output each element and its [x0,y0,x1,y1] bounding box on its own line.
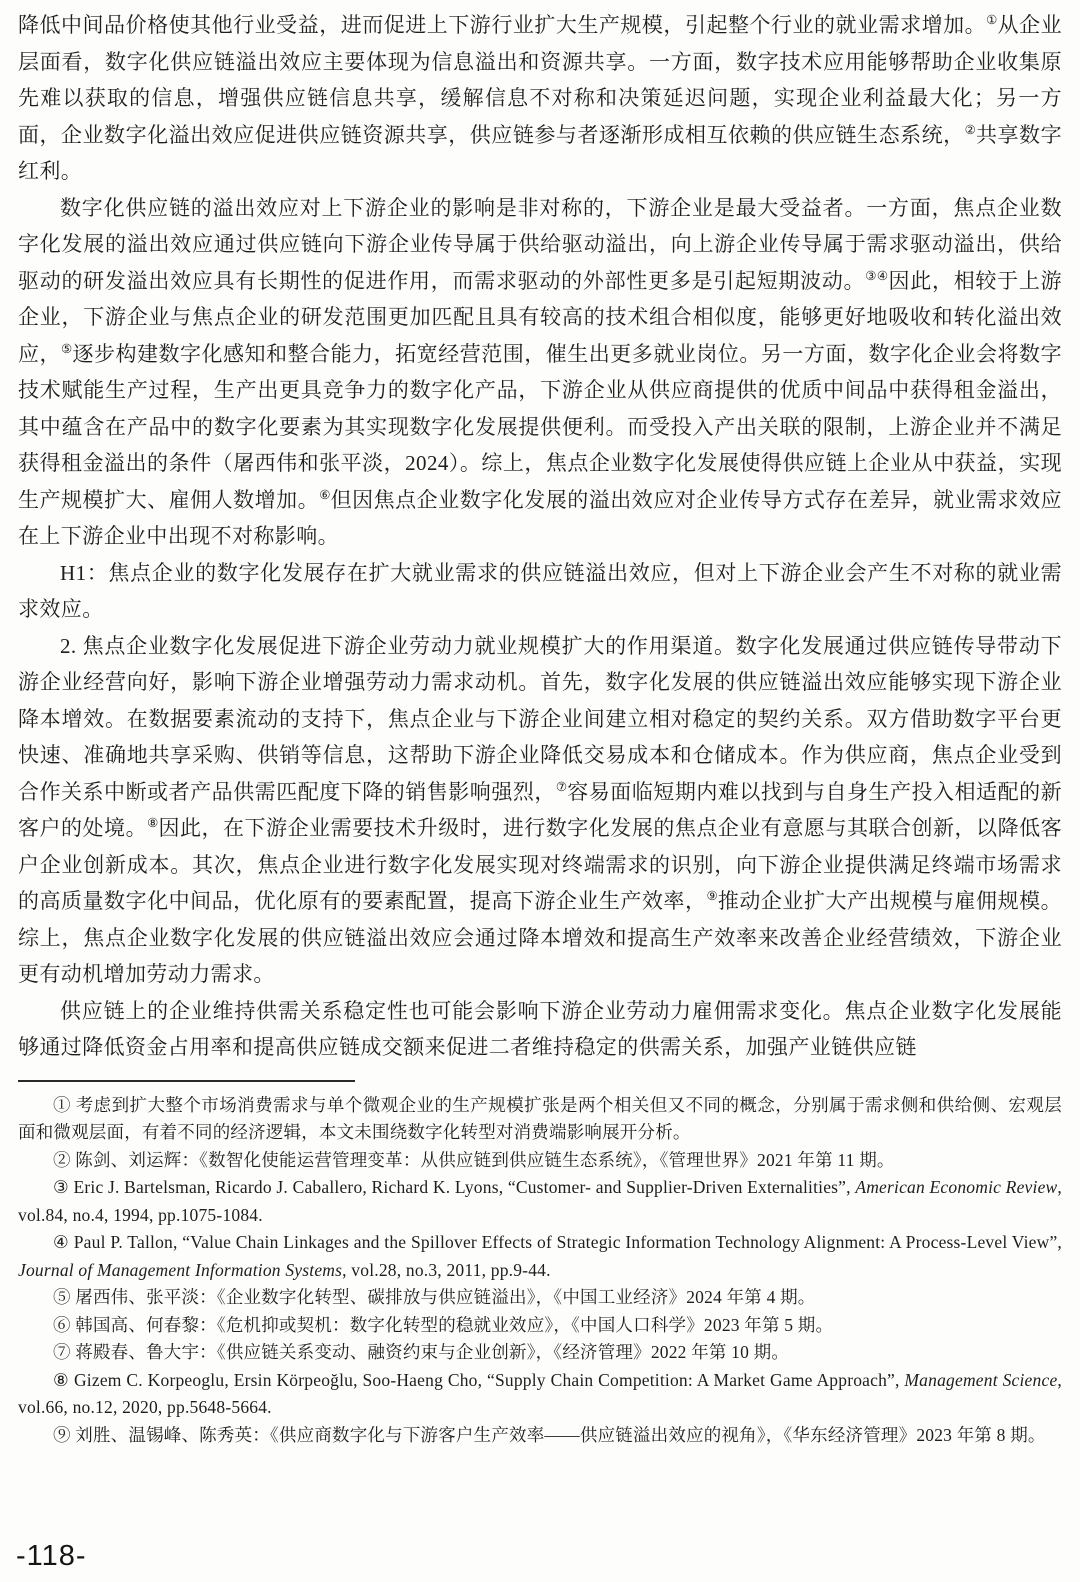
footnote-marker: ④ [53,1232,74,1252]
footnote-ref: ② [964,122,977,137]
footnote-text: 陈剑、刘运辉：《数智化使能运营管理变革：从供应链到供应链生态系统》，《管理世界》2021 年第 11 期。 [75,1149,895,1170]
footnote-marker: ② [53,1149,76,1170]
footnote-text: Eric J. Bartelsman, Ricardo J. Caballero, Richard K. Lyons, “Customer- and Supplier-Driven Externalities”, [73,1177,856,1197]
footnote-text: 蒋殿春、鲁大宇：《供应链关系变动、融资约束与企业创新》，《经济管理》2022 年第 10 期。 [75,1342,790,1362]
page-number: -118- [16,1540,87,1572]
footnote-marker: ③ [53,1177,74,1197]
footnote [18,1312,1062,1340]
footnote-text: 屠西伟、张平淡：《企业数字化转型、碳排放与供应链溢出》，《中国工业经济》2024 年第 4 期。 [75,1287,816,1307]
footnote [18,1174,1062,1229]
footnote-text: , vol.66, no.12, 2020, pp.5648-5664. [18,1369,1062,1417]
footnote-text: , vol.28, no.3, 2011, pp.9-44. [342,1259,551,1280]
footnote-text: Gizem C. Korpeoglu, Ersin Körpeoğlu, Soo-Haeng Cho, “Supply Chain Competition: A Market Game Approach”, [73,1369,905,1390]
footnote [18,1367,1062,1422]
footnote-marker: ⑦ [53,1342,76,1362]
paragraph: 2. 焦点企业数字化发展促进下游企业劳动力就业规模扩大的作用渠道。数字化发展通过供应链传导带动下游企业经营向好，影响下游企业增强劳动力需求动机。首先，数字化发展的供应链溢出效应能够实现下游企业降本增效。在数据要素流动的支持下，焦点企业与下游企业间建立相对稳定的契约关系。双方借助数字平台更快速、准确地共享采购、供销等信息，这帮助下游企业降低交易成本和仓储成本。作为供应商，焦点企业受到合作关系中断或者产品供需匹配度下降的销售影响强烈，⑦容易面临短期内难以找到与自身生产投入相适配的新客户的处境。⑧因此，在下游企业需要技术升级时，进行数字化发展的焦点企业有意愿与其联合创新，以降低客户企业创新成本。其次，焦点企业进行数字化发展实现对终端需求的识别，向下游企业提供满足终端市场需求的高质量数字化中间品，优化原有的要素配置，提高下游企业生产效率，⑨推动企业扩大产出规模与雇佣规模。综上，焦点企业数字化发展的供应链溢出效应会通过降本增效和提高生产效率来改善企业经营绩效，下游企业更有动机增加劳动力需求。 [18,633,1062,986]
footnote-ref: ⑥ [319,487,331,502]
paragraph: H1：焦点企业的数字化发展存在扩大就业需求的供应链溢出效应，但对上下游企业会产生不对称的就业需求效应。 [18,560,1062,621]
footnote [18,1092,1062,1147]
footnote-marker: ⑤ [53,1287,76,1307]
footnote-ref: ⑤ [61,341,73,356]
footnote-ref: ⑧ [147,816,159,830]
footnotes-section [18,1092,1062,1450]
footnote-marker: ① [53,1094,76,1115]
footnote-marker: ⑧ [53,1369,74,1390]
footnote [18,1284,1062,1312]
footnote-marker: ⑥ [53,1314,76,1335]
footnote-text: , vol.84, no.4, 1994, pp.1075-1084. [18,1177,1062,1225]
footnote [18,1229,1062,1284]
footnote-ref: ③ [865,268,877,283]
footnote-ref: ① [986,13,998,27]
footnote-ref: ⑦ [555,779,568,794]
footnote [18,1147,1062,1175]
journal-name: Management Science [904,1369,1058,1390]
paragraph: 供应链上的企业维持供需关系稳定性也可能会影响下游企业劳动力雇佣需求变化。焦点企业数字化发展能够通过降低资金占用率和提高供应链成交额来促进二者维持稳定的供需关系，加强产业链供应链 [18,998,1062,1059]
journal-name: Journal of Management Information Systems [18,1259,343,1280]
footnote-ref: ④ [876,268,889,283]
footnote [18,1339,1062,1367]
footnote-marker: ⑨ [53,1424,76,1445]
journal-name: American Economic Review [855,1177,1058,1197]
footnote-ref: ⑨ [706,889,718,903]
main-text [18,7,1062,1066]
footnote-text: 考虑到扩大整个市场消费需求与单个微观企业的生产规模扩张是两个相关但又不同的概念，分别属于需求侧和供给侧、宏观层面和微观层面，有着不同的经济逻辑，本文未围绕数字化转型对消费端影响展开分析。 [18,1094,1062,1142]
paragraph: 降低中间品价格使其他行业受益，进而促进上下游行业扩大生产规模，引起整个行业的就业需求增加。①从企业层面看，数字化供应链溢出效应主要体现为信息溢出和资源共享。一方面，数字技术应用能够帮助企业收集原先难以获取的信息，增强供应链信息共享，缓解信息不对称和决策延迟问题，实现企业利益最大化；另一方面，企业数字化溢出效应促进供应链资源共享，供应链参与者逐渐形成相互依赖的供应链生态系统，②共享数字红利。 [18,13,1062,183]
footnote-text: 刘胜、温锡峰、陈秀英：《供应商数字化与下游客户生产效率——供应链溢出效应的视角》，《华东经济管理》2023 年第 8 期。 [75,1424,1046,1445]
footnote-text: 韩国高、何春黎：《危机抑或契机：数字化转型的稳就业效应》，《中国人口科学》2023 年第 5 期。 [75,1314,834,1335]
paragraph: 数字化供应链的溢出效应对上下游企业的影响是非对称的，下游企业是最大受益者。一方面，焦点企业数字化发展的溢出效应通过供应链向下游企业传导属于供给驱动溢出，向上游企业传导属于需求驱动溢出，供给驱动的研发溢出效应具有长期性的促进作用，而需求驱动的外部性更多是引起短期波动。③④因此，相较于上游企业，下游企业与焦点企业的研发范围更加匹配且具有较高的技术组合相似度，能够更好地吸收和转化溢出效应，⑤逐步构建数字化感知和整合能力，拓宽经营范围，催生出更多就业岗位。另一方面，数字化企业会将数字技术赋能生产过程，生产出更具竞争力的数字化产品，下游企业从供应商提供的优质中间品中获得租金溢出，其中蕴含在产品中的数字化要素为其实现数字化发展提供便利。而受投入产出关联的限制，上游企业并不满足获得租金溢出的条件（屠西伟和张平淡，2024）。综上，焦点企业数字化发展使得供应链上企业从中获益，实现生产规模扩大、雇佣人数增加。⑥但因焦点企业数字化发展的溢出效应对企业传导方式存在差异，就业需求效应在上下游企业中出现不对称影响。 [18,195,1063,548]
footnote [18,1422,1062,1450]
footnote-text: Paul P. Tallon, “Value Chain Linkages and the Spillover Effects of Strategic Information Technology Alignment: A Process-Level View”, [73,1232,1063,1252]
footnote-separator [18,1080,355,1082]
